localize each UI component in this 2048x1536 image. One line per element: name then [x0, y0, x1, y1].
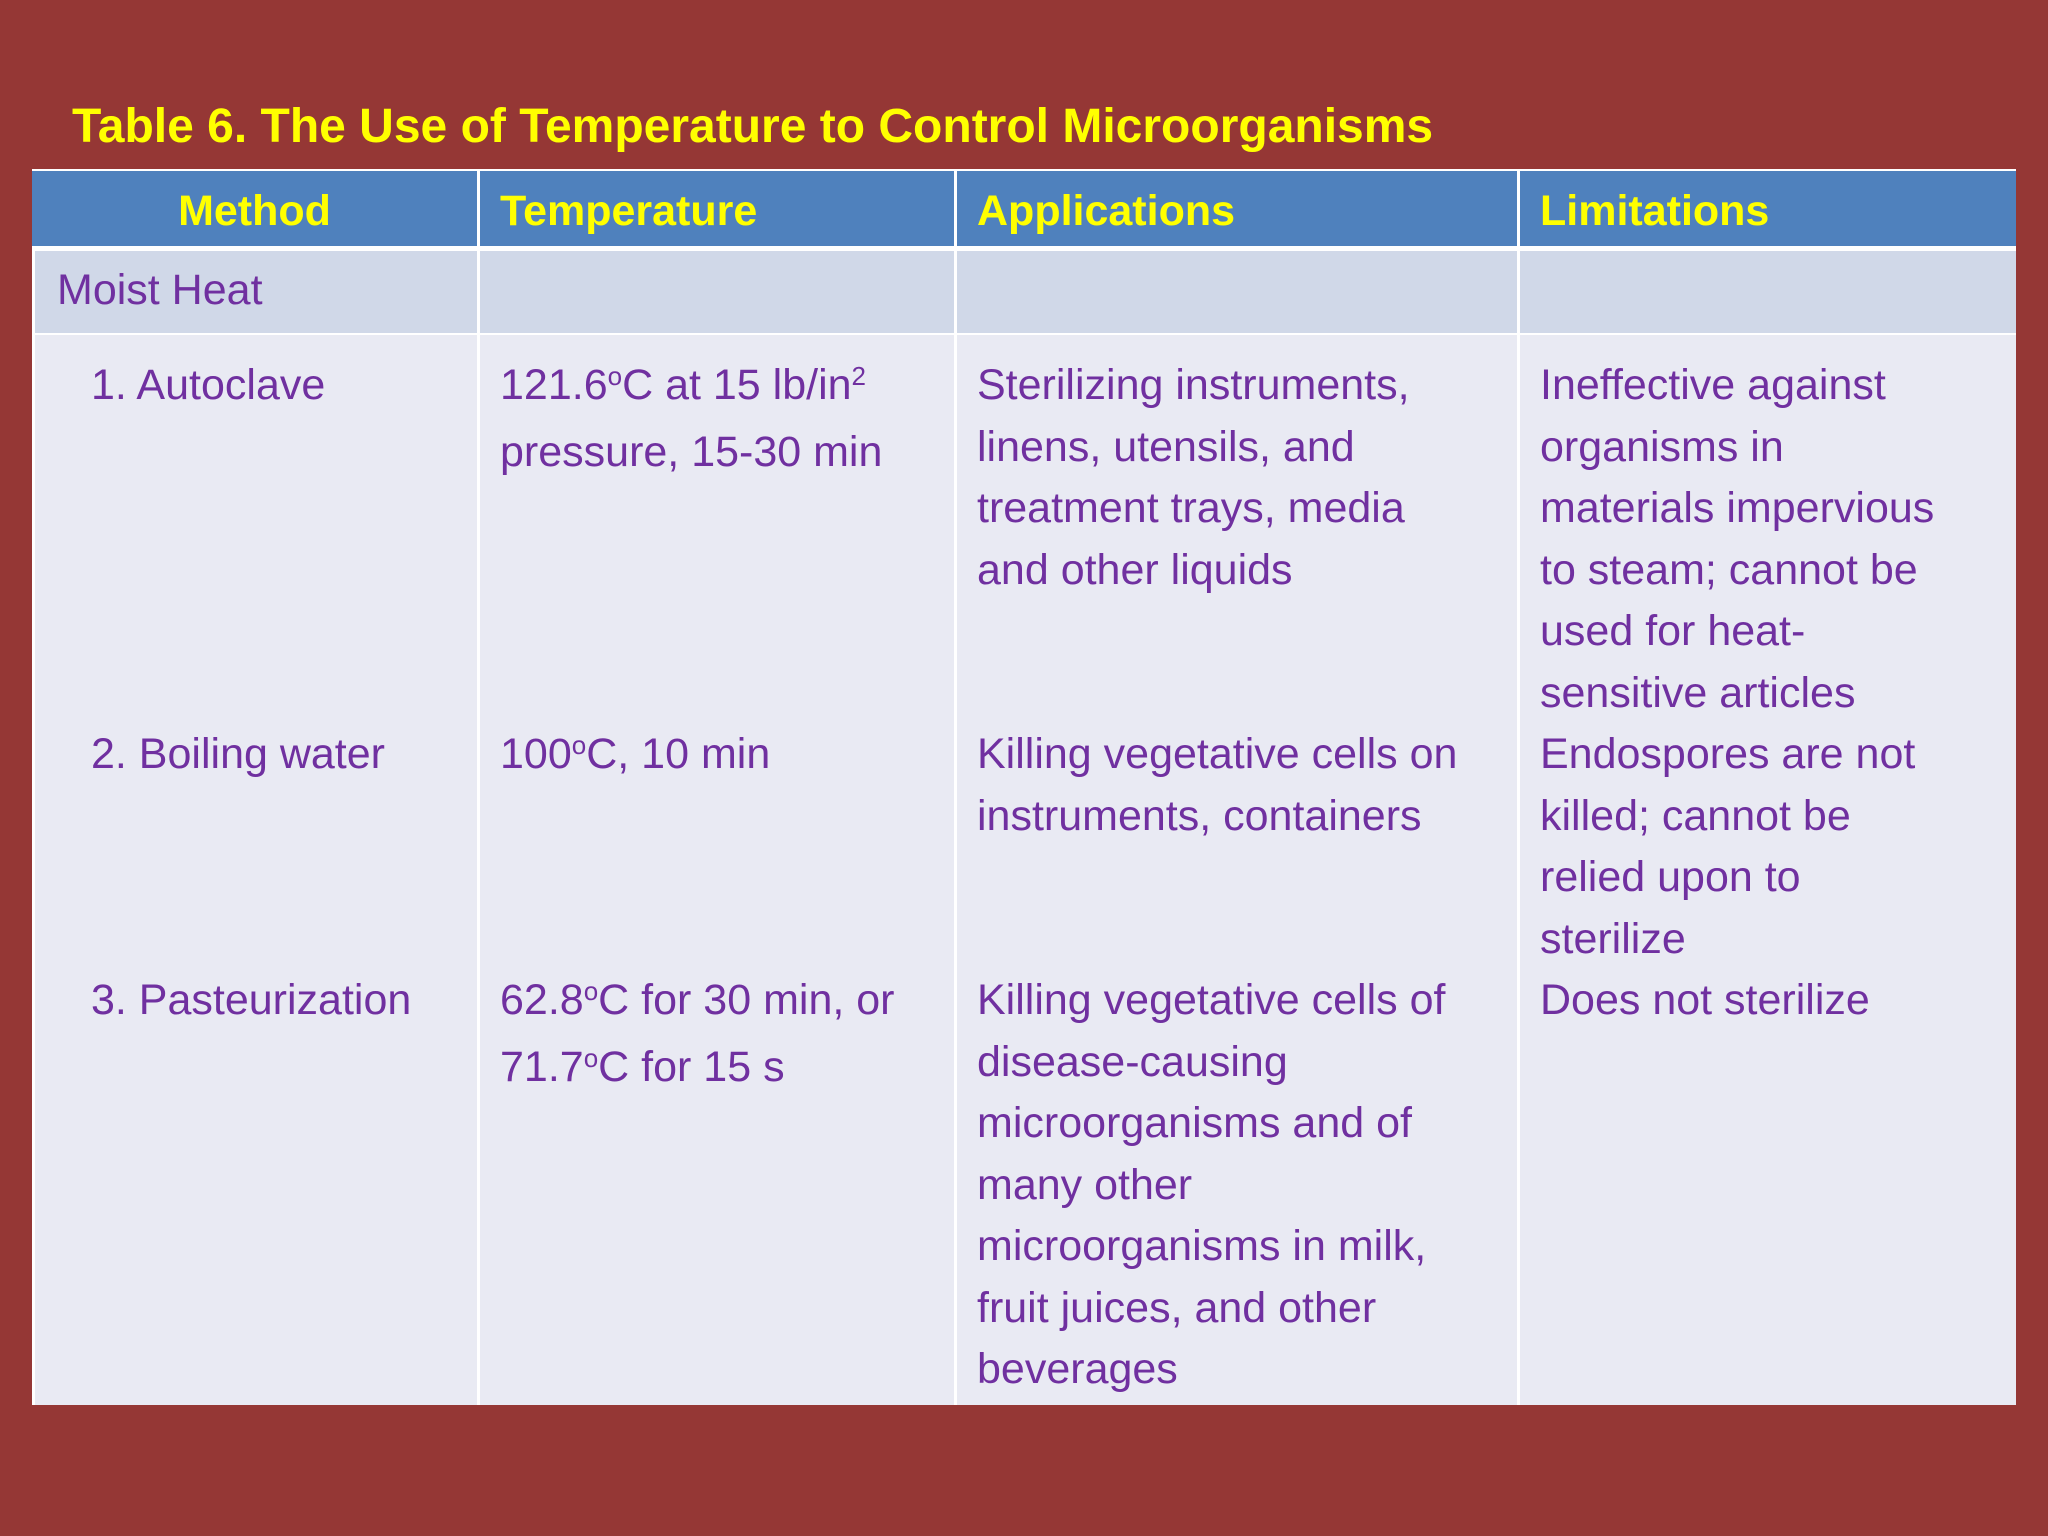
temperature-boiling-water	[500, 724, 942, 970]
header-method: Method	[32, 169, 477, 251]
temperature-autoclave	[500, 355, 942, 724]
applications-autoclave: Sterilizing instruments, linens, utensils, and treatment trays, media and other liquids	[977, 361, 1410, 594]
header-limitations: Limitations	[1517, 169, 2016, 251]
header-applications: Applications	[954, 169, 1517, 251]
limitations-boiling-water: Endospores are not killed; cannot be relied upon to sterilize	[1540, 730, 1916, 963]
section-empty-cell	[954, 251, 1517, 335]
limitations-autoclave: Ineffective against organisms in materials impervious to steam; cannot be used for heat- sensitive articles	[1540, 361, 1935, 717]
temperature-control-table	[32, 169, 2016, 1405]
temperature-boiling-line1: 100$^o$C, 10 min	[500, 730, 771, 778]
applications-column	[954, 335, 1517, 1405]
applications-boiling-water: Killing vegetative cells on instruments, containers	[977, 730, 1458, 840]
limitations-pasteurization: Does not sterilize	[1540, 976, 1870, 1024]
header-temperature: Temperature	[477, 169, 954, 251]
temperature-pasteurization	[500, 970, 942, 1103]
limitations-column	[1517, 335, 2016, 1405]
section-empty-cell	[477, 251, 954, 335]
method-pasteurization: 3. Pasteurization	[91, 976, 412, 1024]
slide-title: Table 6. The Use of Temperature to Control Microorganisms	[72, 100, 1434, 153]
section-empty-cell	[1517, 251, 2016, 335]
temperature-column	[477, 335, 954, 1405]
method-boiling-water: 2. Boiling water	[91, 730, 385, 778]
temperature-autoclave-line1: 121.6$^o$C at 15 $lb/in^2$	[500, 361, 867, 409]
temperature-pasteurization-line2: 71.7$^o$C for 15 s	[500, 1042, 785, 1091]
section-label: Moist Heat	[32, 251, 477, 335]
temperature-autoclave-line2: pressure, 15-30 min	[500, 427, 883, 476]
method-autoclave: 1. Autoclave	[91, 361, 326, 409]
temperature-pasteurization-line1: 62.8$^o$C for 30 min, or	[500, 976, 895, 1024]
applications-pasteurization: Killing vegetative cells of disease-causing microorganisms and of many other microorganisms in milk, fruit juices, and other beverages	[977, 976, 1446, 1393]
method-column	[32, 335, 477, 1405]
